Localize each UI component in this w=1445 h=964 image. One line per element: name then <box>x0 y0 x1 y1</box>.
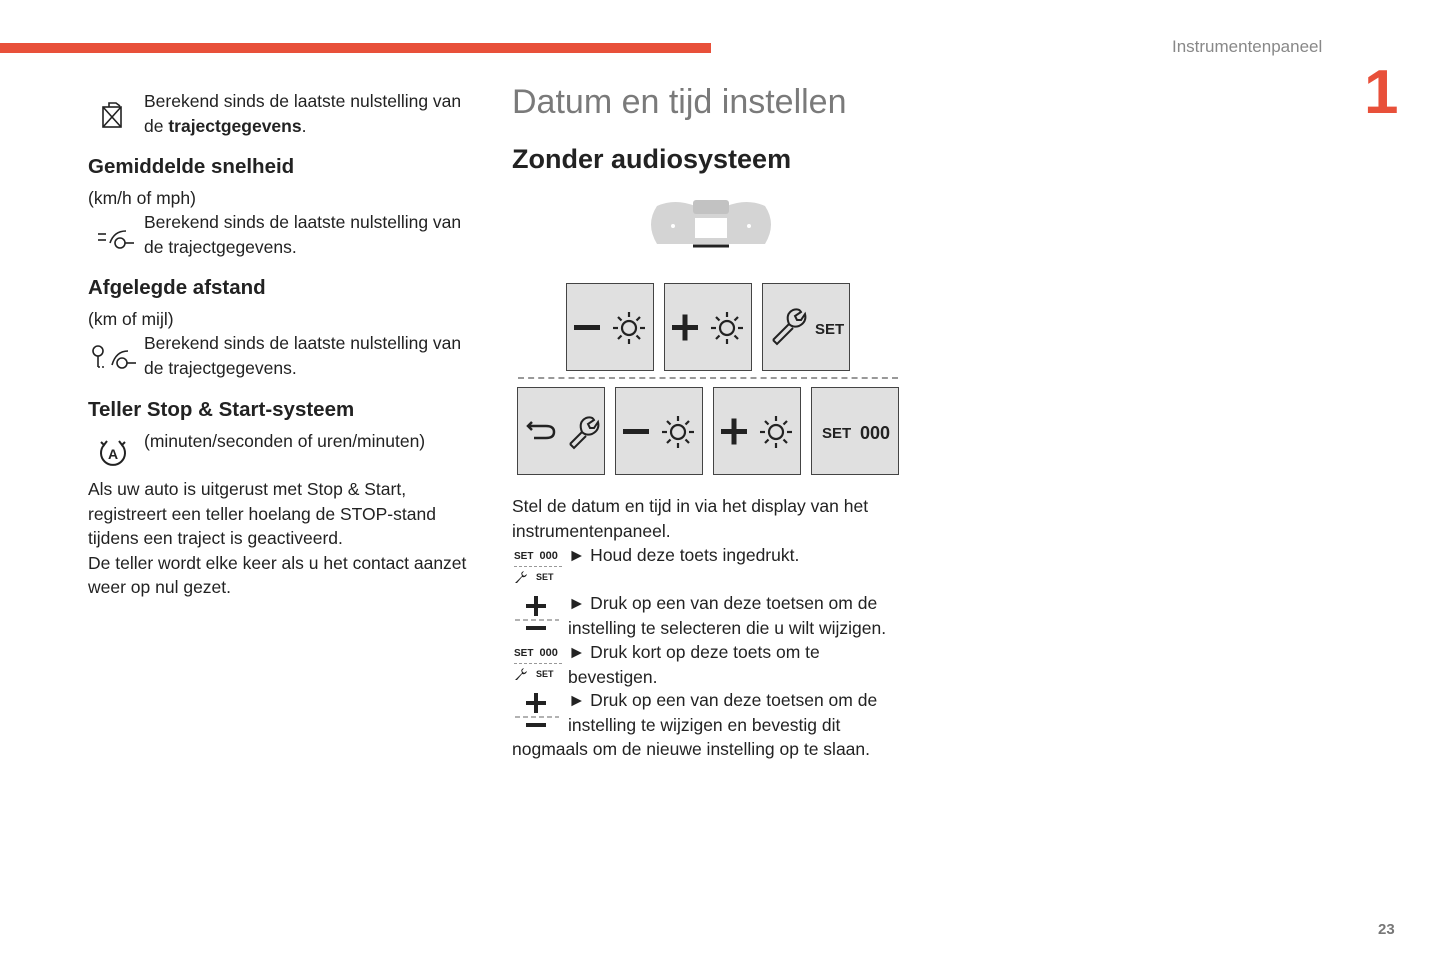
average-speed-icon <box>96 223 138 253</box>
back-arrow-icon <box>528 422 554 438</box>
mini-set-label: SET <box>514 647 534 659</box>
back-wrench-button[interactable] <box>517 387 605 475</box>
step4-text-last-line: nogmaals om de nieuwe instelling op te slaan. <box>512 739 870 759</box>
text-line <box>144 114 461 139</box>
text-line: instelling te wijzigen en bevestig dit <box>568 714 841 735</box>
text-line: De teller wordt elke keer als u het contact aanzet <box>88 552 467 573</box>
bold-term: trajectgegevens <box>168 115 302 136</box>
text-line: Berekend sinds de laatste nulstelling van <box>144 212 462 232</box>
speed-description <box>144 210 461 259</box>
step2-text <box>568 591 886 640</box>
wrench-icon <box>570 417 598 448</box>
speed-unit: (km/h of mph) <box>88 188 196 208</box>
stop-start-icon <box>97 436 129 470</box>
mini-wrench-icon <box>514 667 528 681</box>
text-line: bevestigen. <box>568 666 658 687</box>
set-label: SET <box>822 425 852 442</box>
minus-icon <box>526 626 546 630</box>
text-line: de trajectgegevens. <box>144 357 297 378</box>
step1-text: ► Houd deze toets ingedrukt. <box>568 545 800 565</box>
wrench-set-button[interactable] <box>762 283 850 371</box>
mini-000-label: 000 <box>539 550 558 562</box>
wrench-icon <box>773 309 805 344</box>
distance-unit: (km of mijl) <box>88 309 174 329</box>
text-fragment: de <box>144 115 169 136</box>
distance-description <box>144 331 461 380</box>
speed-heading: Gemiddelde snelheid <box>88 155 295 178</box>
step4-icon-plus-minus <box>514 692 560 739</box>
step1-icon-set000-wrench <box>514 548 562 585</box>
text-line: Berekend sinds de laatste nulstelling van <box>144 333 462 353</box>
brightness-minus-button[interactable] <box>566 283 654 371</box>
step3-icon-set000-wrench <box>514 645 562 682</box>
brightness-minus-button-2[interactable] <box>615 387 703 475</box>
stopstart-unit: (minuten/seconden of uren/minuten) <box>144 431 426 451</box>
distance-heading: Afgelegde afstand <box>88 276 266 299</box>
text-line: registreert een teller hoelang de STOP-stand <box>88 503 436 524</box>
page-title: Datum en tijd instellen <box>512 83 847 121</box>
text-line: Berekend sinds de laatste nulstelling van <box>144 91 462 111</box>
button-row-divider <box>518 377 898 379</box>
text-line: de trajectgegevens. <box>144 236 297 257</box>
minus-icon <box>526 723 546 727</box>
text-line: instelling te selecteren die u wilt wijzigen. <box>568 617 887 638</box>
section-label: Instrumentenpaneel <box>1172 37 1323 56</box>
mini-wrench-icon <box>514 570 528 584</box>
stopstart-heading: Teller Stop & Start-systeem <box>88 398 355 421</box>
intro-text <box>512 494 868 543</box>
text-line: instrumentenpaneel. <box>512 520 671 541</box>
step3-text <box>568 640 820 689</box>
mini-set-label: SET <box>536 669 554 679</box>
stopstart-paragraph <box>88 477 466 600</box>
instrument-panel-illustration <box>645 196 777 252</box>
stop-start-icon-letter: A <box>107 446 119 462</box>
brightness-icon <box>760 416 792 448</box>
set-label: SET <box>815 321 845 338</box>
brightness-plus-button[interactable] <box>664 283 752 371</box>
text-line: ► Druk op een van deze toetsen om de <box>568 690 878 710</box>
chapter-number: 1 <box>1364 58 1399 127</box>
fuel-consumption-icon <box>100 100 126 130</box>
brightness-icon <box>613 312 645 344</box>
text-line: Als uw auto is uitgerust met Stop & Start, <box>88 479 407 499</box>
step4-text <box>568 688 877 737</box>
zero-label: 000 <box>860 423 891 443</box>
step2-icon-plus-minus <box>514 595 560 642</box>
mini-000-label: 000 <box>539 647 558 659</box>
brightness-icon <box>662 416 694 448</box>
brightness-plus-button-2[interactable] <box>713 387 801 475</box>
text-fragment: . <box>301 115 307 136</box>
page-number: 23 <box>1378 921 1395 938</box>
text-line: weer op nul gezet. <box>88 577 232 597</box>
text-line: Stel de datum en tijd in via het display van het <box>512 496 869 516</box>
text-line: tijdens een traject is geactiveerd. <box>88 528 343 548</box>
distance-icon <box>90 343 138 373</box>
fuel-description <box>144 89 461 138</box>
text-line: ► Druk op een van deze toetsen om de <box>568 593 878 613</box>
text-line: ► Druk kort op deze toets om te <box>568 642 820 662</box>
top-accent-bar <box>0 43 711 53</box>
set-000-button[interactable] <box>811 387 899 475</box>
section-subtitle: Zonder audiosysteem <box>512 144 792 174</box>
mini-set-label: SET <box>536 572 554 582</box>
mini-set-label: SET <box>514 550 534 562</box>
brightness-icon <box>711 312 743 344</box>
